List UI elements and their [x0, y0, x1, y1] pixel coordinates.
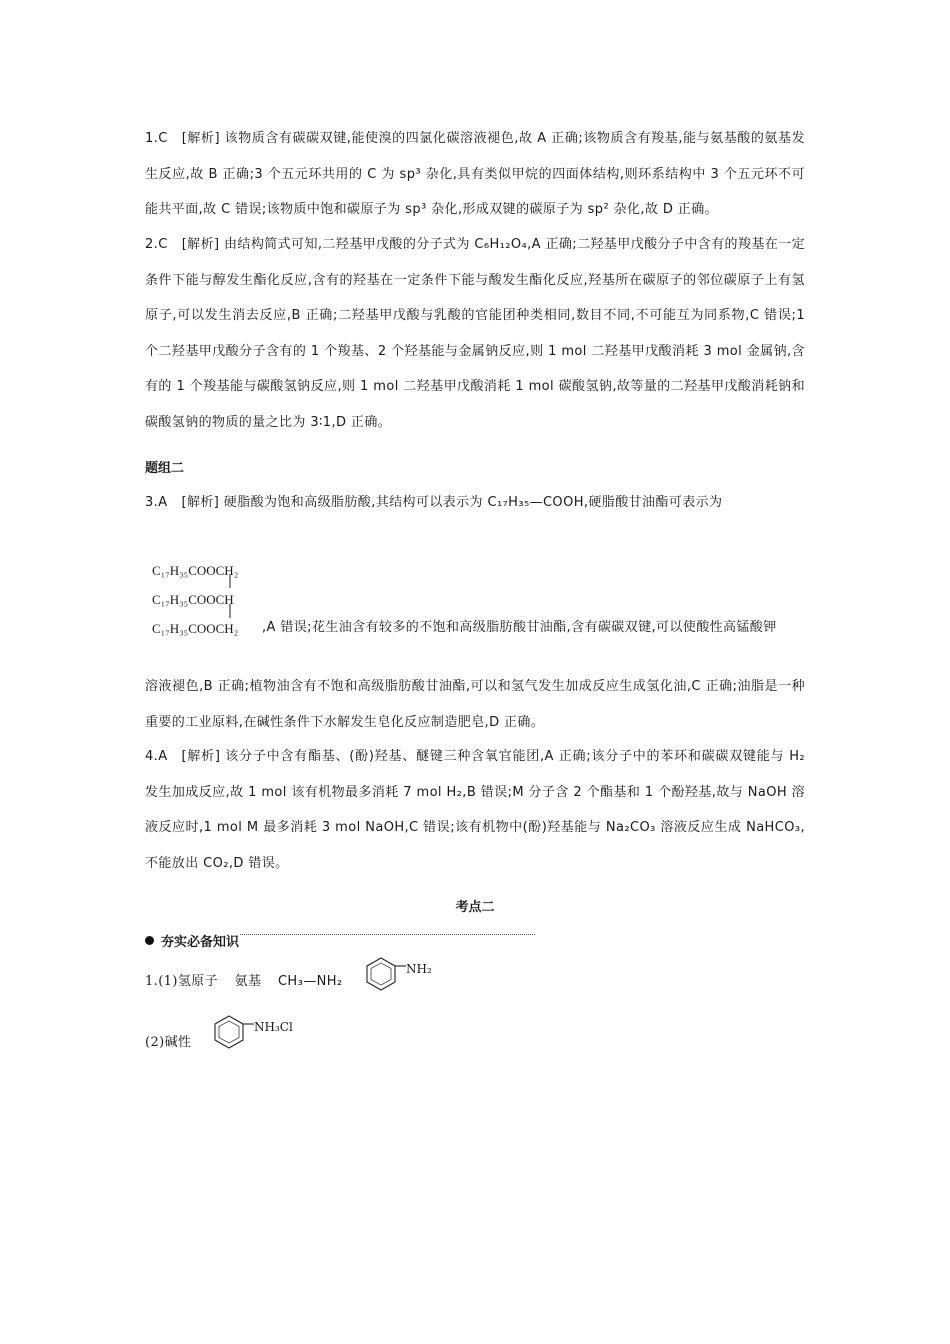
line1-prefix: 1.(1)氢原子 — [145, 974, 219, 989]
answer-text: 由结构简式可知,二羟基甲戊酸的分子式为 C₆H₁₂O₄,A 正确;二羟基甲戊酸分子中含有的羧基在一定条件下能与醇发生酯化反应,含有的羟基在一定条件下能与酸发生酯化反应,羟基所在碳原子的邻位碳原子上有氢原子,可以发生消去反应,B 正确;二羟基甲戊酸与乳酸的官能团种类相同,数目不同,不可能互为同系物,C 错误;1 个二羟基甲戊酸分子含有的 1 个羧基、2 个羟基能与金属钠反应,则 1 mol 二羟基甲戊酸消耗 3 mol 金属钠,含有的 1 个羧基能与碳酸氢钠反应,则 1 mol 二羟基甲戊酸消耗 1 mol 碳酸氢钠,故等量的二羟基甲戊酸消耗钠和碳酸氢钠的物质的量之比为 3∶1,D 正确。 — [145, 237, 805, 430]
answer-q3-line1 — [145, 491, 722, 510]
analysis-tag: [解析] — [181, 237, 220, 252]
analysis-tag: [解析] — [181, 749, 221, 764]
bullet-label: 夯实必备知识 — [161, 935, 240, 950]
benzene-ring-icon — [362, 956, 412, 992]
answer-text: 硬脂酸为饱和高级脂肪酸,其结构可以表示为 C₁₇H₃₅—COOH,硬脂酸甘油酯可表示为 — [223, 495, 723, 510]
formula-bond-lines — [226, 574, 236, 634]
aniline-label: NH₂ — [406, 962, 432, 976]
section-title: 考点二 — [455, 900, 495, 915]
line1-amino: 氨基 — [234, 974, 262, 989]
formula-row-3: C₁₇H₃₅COOCH₂ — [152, 621, 239, 636]
answer-number: 2.C — [145, 237, 168, 252]
knowledge-line-2 — [145, 1031, 191, 1050]
group-heading: 题组二 — [145, 461, 185, 476]
knowledge-line-1 — [145, 970, 343, 989]
answer-q1 — [145, 121, 805, 228]
analysis-tag: [解析] — [181, 495, 220, 510]
line2-prefix: (2)碱性 — [145, 1035, 192, 1050]
answer-number: 3.A — [145, 495, 168, 510]
knowledge-bullet — [145, 930, 535, 948]
benzene-ring-icon — [210, 1014, 260, 1050]
dotted-rule — [240, 934, 535, 935]
bullet-icon — [145, 936, 154, 945]
anilinium-label: NH₃Cl — [254, 1020, 293, 1034]
answer-number: 1.C — [145, 131, 168, 146]
line1-formula: CH₃—NH₂ — [277, 974, 343, 989]
answer-q2 — [145, 227, 805, 440]
answer-text: 该分子中含有酯基、(酚)羟基、醚键三种含氧官能团,A 正确;该分子中的苯环和碳碳双键能与 H₂ 发生加成反应,故 1 mol 该有机物最多消耗 7 mol H₂,B 错误;M 分子含 2 个酯基和 1 个酚羟基,故与 NaOH 溶液反应时,1 mol M 最多消耗 3 mol NaOH,C 错误;该有机物中(酚)羟基能与 Na₂CO₃ 溶液反应生成 NaHCO₃,不能放出 CO₂,D 错误。 — [145, 749, 805, 871]
formula-row-1: C₁₇H₃₅COOCH₂ — [152, 563, 239, 578]
answer-q3-cont: 溶液褪色,B 正确;植物油含有不饱和高级脂肪酸甘油酯,可以和氢气发生加成反应生成氢化油,C 正确;油脂是一种重要的工业原料,在碱性条件下水解发生皂化反应制造肥皂,D 正确。 — [145, 679, 805, 730]
answer-q3-line2: ,A 错误;花生油含有较多的不饱和高级脂肪酸甘油酯,含有碳碳双键,可以使酸性高锰酸钾 — [262, 620, 777, 635]
analysis-tag: [解析] — [181, 131, 220, 146]
answer-number: 4.A — [145, 749, 168, 764]
formula-row-2: C₁₇H₃₅COOCH — [152, 592, 234, 607]
answer-q4 — [145, 739, 805, 881]
answer-text: 该物质含有碳碳双键,能使溴的四氯化碳溶液褪色,故 A 正确;该物质含有羧基,能与氨基酸的氨基发生反应,故 B 正确;3 个五元环共用的 C 为 sp³ 杂化,具有类似甲烷的四面体结构,则环系结构中 3 个五元环不可能共平面,故 C 错误;该物质中饱和碳原子为 sp³ 杂化,形成双键的碳原子为 sp² 杂化,故 D 正确。 — [145, 131, 805, 217]
